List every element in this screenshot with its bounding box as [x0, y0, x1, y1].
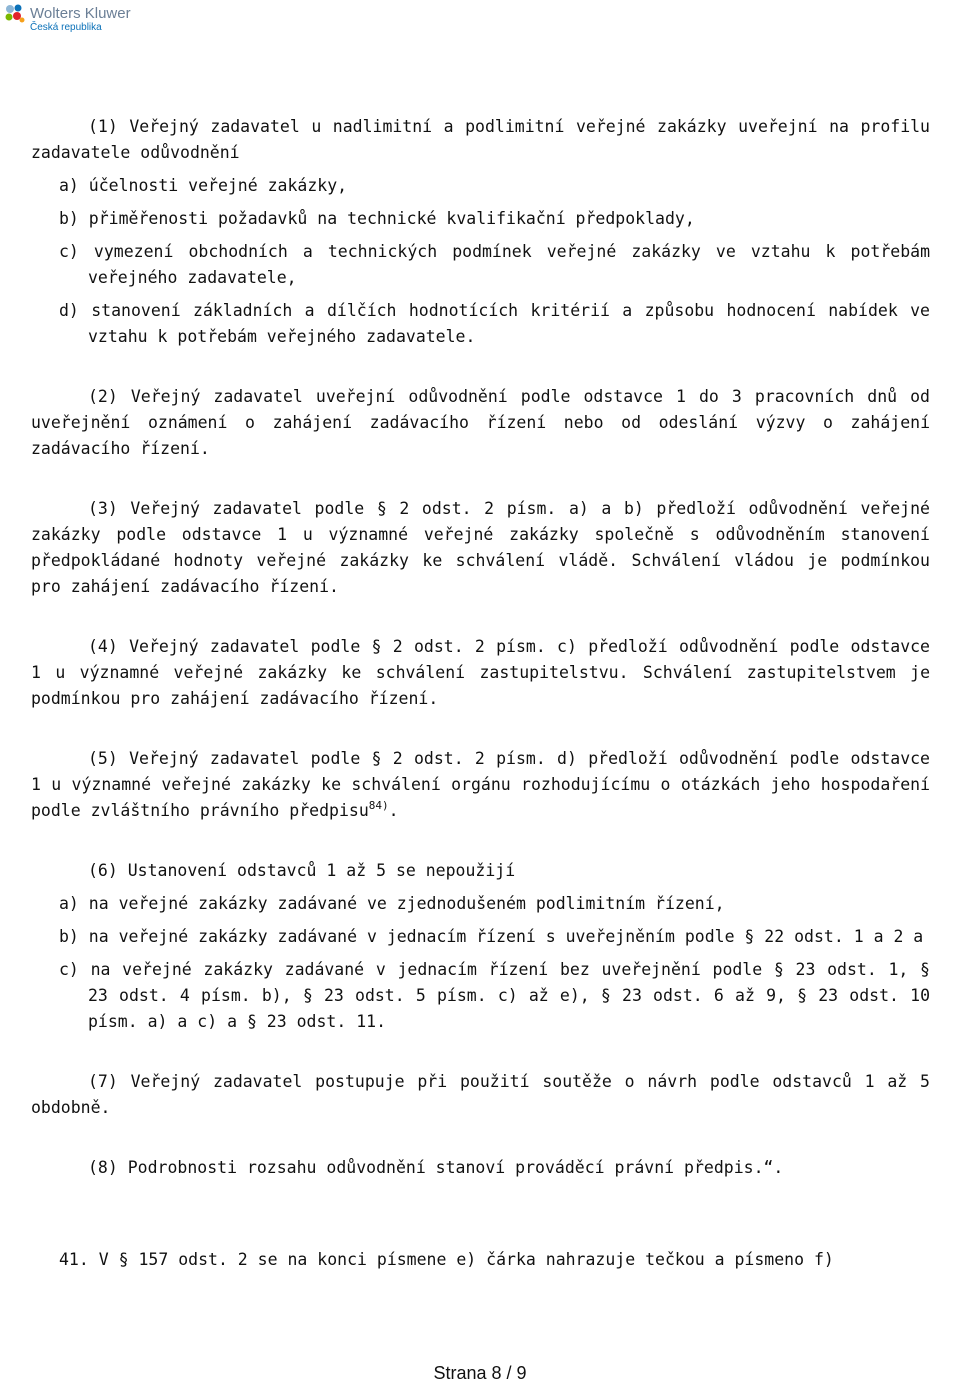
list-item-6a: a) na veřejné zakázky zadávané ve zjednodušeném podlimitním řízení, [59, 894, 725, 913]
amendment-point-41: 41. V § 157 odst. 2 se na konci písmene e) čárka nahrazuje tečkou a písmeno f) [59, 1250, 834, 1269]
globe-logo-icon [4, 3, 26, 25]
list-item-1b: b) přiměřenosti požadavků na technické kvalifikační předpoklady, [59, 209, 695, 228]
paragraph-1: (1) Veřejný zadavatel u nadlimitní a podlimitní veřejné zakázky uveřejní na profilu zadavatele odůvodnění [31, 117, 930, 162]
paragraph-7: (7) Veřejný zadavatel postupuje při použití soutěže o návrh podle odstavců 1 až 5 obdobně. [31, 1072, 930, 1117]
paragraph-4: (4) Veřejný zadavatel podle § 2 odst. 2 písm. c) předloží odůvodnění podle odstavce 1 u významné veřejné zakázky ke schválení zastupitelstvu. Schválení zastupitelstvem je podmínkou pro zahájení zadávacího řízení. [31, 637, 930, 708]
logo-subtitle: Česká republika [30, 22, 102, 33]
paragraph-3: (3) Veřejný zadavatel podle § 2 odst. 2 písm. a) a b) předloží odůvodnění veřejné zakázky podle odstavce 1 u významné veřejné zakázky společně s odůvodněním stanovení předpokládané hodnoty veřejné zakázky ke schválení vládě. Schválení vládou je podmínkou pro zahájení zadávacího řízení. [31, 499, 930, 596]
paragraph-8: (8) Podrobnosti rozsahu odůvodnění stanoví prováděcí právní předpis.“. [88, 1158, 784, 1177]
list-item-6b: b) na veřejné zakázky zadávané v jednacím řízení s uveřejněním podle § 22 odst. 1 a 2 a [59, 927, 924, 946]
list-item-1d: d) stanovení základních a dílčích hodnotících kritérií a způsobu hodnocení nabídek ve vztahu k potřebám veřejného zadavatele. [59, 301, 930, 346]
wolters-kluwer-logo [4, 3, 131, 33]
paragraph-5-text: (5) Veřejný zadavatel podle § 2 odst. 2 písm. d) předloží odůvodnění podle odstavce 1 u významné veřejné zakázky ke schválení orgánu rozhodujícímu o otázkách jeho hospodaření podle zvláštního právního předpisu [31, 749, 930, 820]
footnote-reference: 84) [368, 799, 389, 812]
list-item-1c: c) vymezení obchodních a technických podmínek veřejné zakázky ve vztahu k potřebám veřejného zadavatele, [59, 242, 930, 287]
list-item-6c: c) na veřejné zakázky zadávané v jednacím řízení bez uveřejnění podle § 23 odst. 1, § 23 odst. 4 písm. b), § 23 odst. 5 písm. c) až e), § 23 odst. 6 až 9, § 23 odst. 10 písm. a) a c) a § 23 odst. 11. [59, 960, 930, 1031]
paragraph-6: (6) Ustanovení odstavců 1 až 5 se nepoužijí [88, 861, 516, 880]
paragraph-5 [31, 746, 930, 824]
paragraph-2: (2) Veřejný zadavatel uveřejní odůvodnění podle odstavce 1 do 3 pracovních dnů od uveřejnění oznámení o zahájení zadávacího řízení nebo od odeslání výzvy o zahájení zadávacího řízení. [31, 387, 930, 458]
list-item-1a: a) účelnosti veřejné zakázky, [59, 176, 348, 195]
document-body [31, 114, 930, 1273]
logo-name: Wolters Kluwer [30, 5, 131, 22]
paragraph-5-end: . [388, 801, 399, 820]
page-number: Strana 8 / 9 [433, 1363, 527, 1383]
